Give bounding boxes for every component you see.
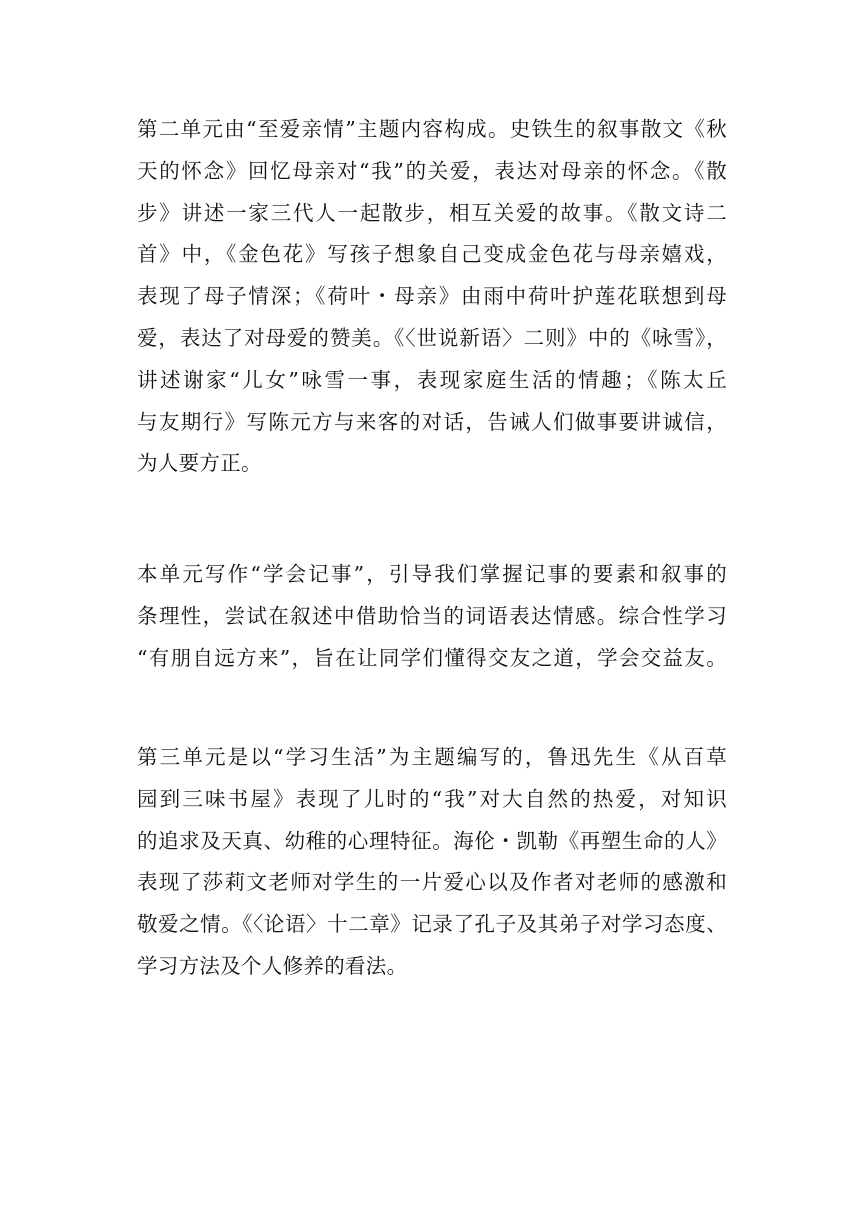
text-line: 天的怀念》回忆母亲对“我”的关爱，表达对母亲的怀念。《散 — [137, 158, 727, 183]
text-line: 为人要方正。 — [137, 451, 262, 476]
paragraph-writing-section — [137, 554, 727, 679]
text-line: 与友期行》写陈元方与来客的对话，告诫人们做事要讲诚信， — [137, 409, 727, 434]
text-line: 的追求及天真、幼稚的心理特征。海伦・凯勒《再塑生命的人》 — [137, 828, 727, 853]
text-line: 步》讲述一家三代人一起散步，相互关爱的故事。《散文诗二 — [137, 200, 727, 225]
text-line: 本单元写作“学会记事”，引导我们掌握记事的要素和叙事的 — [137, 562, 727, 586]
text-line: 表现了母子情深；《荷叶・母亲》由雨中荷叶护莲花联想到母 — [137, 284, 727, 309]
text-line: 表现了莎莉文老师对学生的一片爱心以及作者对老师的感激和 — [137, 870, 727, 895]
text-line: 第二单元由“至爱亲情”主题内容构成。史铁生的叙事散文《秋 — [137, 117, 727, 141]
text-line: 首》中，《金色花》写孩子想象自己变成金色花与母亲嬉戏， — [137, 242, 727, 267]
text-line: 讲述谢家“儿女”咏雪一事，表现家庭生活的情趣；《陈太丘 — [137, 367, 727, 392]
text-line: 条理性，尝试在叙述中借助恰当的词语表达情感。综合性学习 — [137, 603, 727, 628]
text-line: 学习方法及个人修养的看法。 — [137, 953, 408, 978]
text-line: 敬爱之情。《〈论语〉十二章》记录了孔子及其弟子对学习态度、 — [137, 912, 727, 937]
paragraph-unit-two — [137, 109, 727, 485]
text-line: 第三单元是以“学习生活”为主题编写的，鲁迅先生《从百草 — [137, 745, 727, 769]
paragraph-unit-three — [137, 737, 727, 988]
text-line: 园到三味书屋》表现了儿时的“我”对大自然的热爱，对知识 — [137, 786, 727, 811]
text-line: 爱，表达了对母爱的赞美。《〈世说新语〉二则》中的《咏雪》， — [137, 325, 727, 350]
text-line: “有朋自远方来”，旨在让同学们懂得交友之道，学会交益友。 — [137, 645, 727, 670]
